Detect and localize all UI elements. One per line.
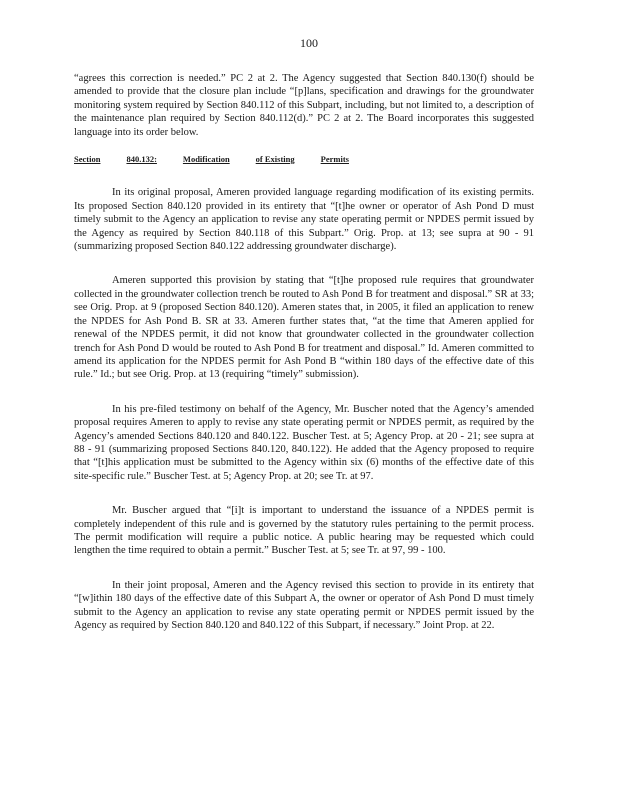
- document-body: [74, 72, 534, 632]
- paragraph-continued: “agrees this correction is needed.” PC 2 at 2. The Agency suggested that Section 840.130(f) should be amended to provide that the closure plan include “[p]lans, specification and drawings for the groundwater monitoring system required by Section 840.112 of this Subpart, including, but not limited to, a description of the maintenance plan required by Section 840.112(d).” PC 2 at 2. The Board incorporates this suggested language into its order below.: [74, 73, 534, 138]
- heading-section-word: Section: [74, 154, 101, 165]
- paragraph: In his pre-filed testimony on behalf of the Agency, Mr. Buscher noted that the Agency’s amended proposal requires Ameren to apply to revise any state operating permit or NPDES permit, as required by the Agency’s amended Sections 840.120 and 840.122. Buscher Test. at 5; Agency Prop. at 20 - 21; see supra at 88 - 91 (summarizing proposed Sections 840.120, 840.122). He added that the Agency proposed to require that “[t]his application must be submitted to the Agency within six (6) months of the effective date of this site-specific rule.” Buscher Test. at 5; Agency Prop. at 20; see Tr. at 97.: [74, 403, 534, 482]
- paragraph: In their joint proposal, Ameren and the Agency revised this section to provide in its entirety that “[w]ithin 180 days of the effective date of this Subpart A, the owner or operator of Ash Pond D must timely submit to the Agency an application to revise any state operating permit or NPDES permit issued by the Agency as required by Section 840.120 and 840.122 of this Subpart, if necessary.” Joint Prop. at 22.: [74, 579, 534, 631]
- heading-title-part-2: of Existing: [255, 154, 295, 165]
- paragraph: In its original proposal, Ameren provided language regarding modification of its existing permits. Its proposed Section 840.120 provided in its entirety that “[t]he owner or operator of Ash Pond D must timely submit to the Agency an application to revise any state operating permit or NPDES permit issued by the Agency as required by Section 840.118 of this Subpart.” Orig. Prop. at 13; see supra at 90 - 91 (summarizing proposed Section 840.122 addressing groundwater discharge).: [74, 187, 534, 253]
- paragraph: Mr. Buscher argued that “[i]t is important to understand the issuance of a NPDES permit is completely independent of this rule and is governed by the statutory rules pertaining to the permit process. The permit modification will require a public notice. A public hearing may be requested which could lengthen the time required to obtain a permit.” Buscher Test. at 5; see Tr. at 97, 99 - 100.: [74, 505, 534, 557]
- heading-section-number: 840.132:: [126, 154, 157, 165]
- paragraph: Ameren supported this provision by stating that “[t]he proposed rule requires that groundwater collected in the groundwater collection trench be routed to Ash Pond B for treatment and disposal.” SR at 33; see Orig. Prop. at 9 (proposed Section 840.120). Ameren states that, in 2005, it filed an application to renew the NPDES for Ash Pond B. SR at 33. Ameren further states that, “at the time that Ameren applied for renewal of the NPDES permit, it did not know that groundwater collected in the groundwater collection trench for Ash Pond D would be routed to Ash Pond B for treatment and disposal.” Id. Ameren committed to amend its application for the NPDES permit for Ash Pond B “within 180 days of the effective date of this rule.” Id.; but see Orig. Prop. at 13 (requiring “timely” submission).: [74, 275, 534, 381]
- page-number: 100: [300, 36, 318, 50]
- section-heading: [74, 153, 534, 166]
- heading-title-part-1: Modification: [182, 154, 230, 165]
- heading-title-part-3: Permits: [320, 154, 349, 165]
